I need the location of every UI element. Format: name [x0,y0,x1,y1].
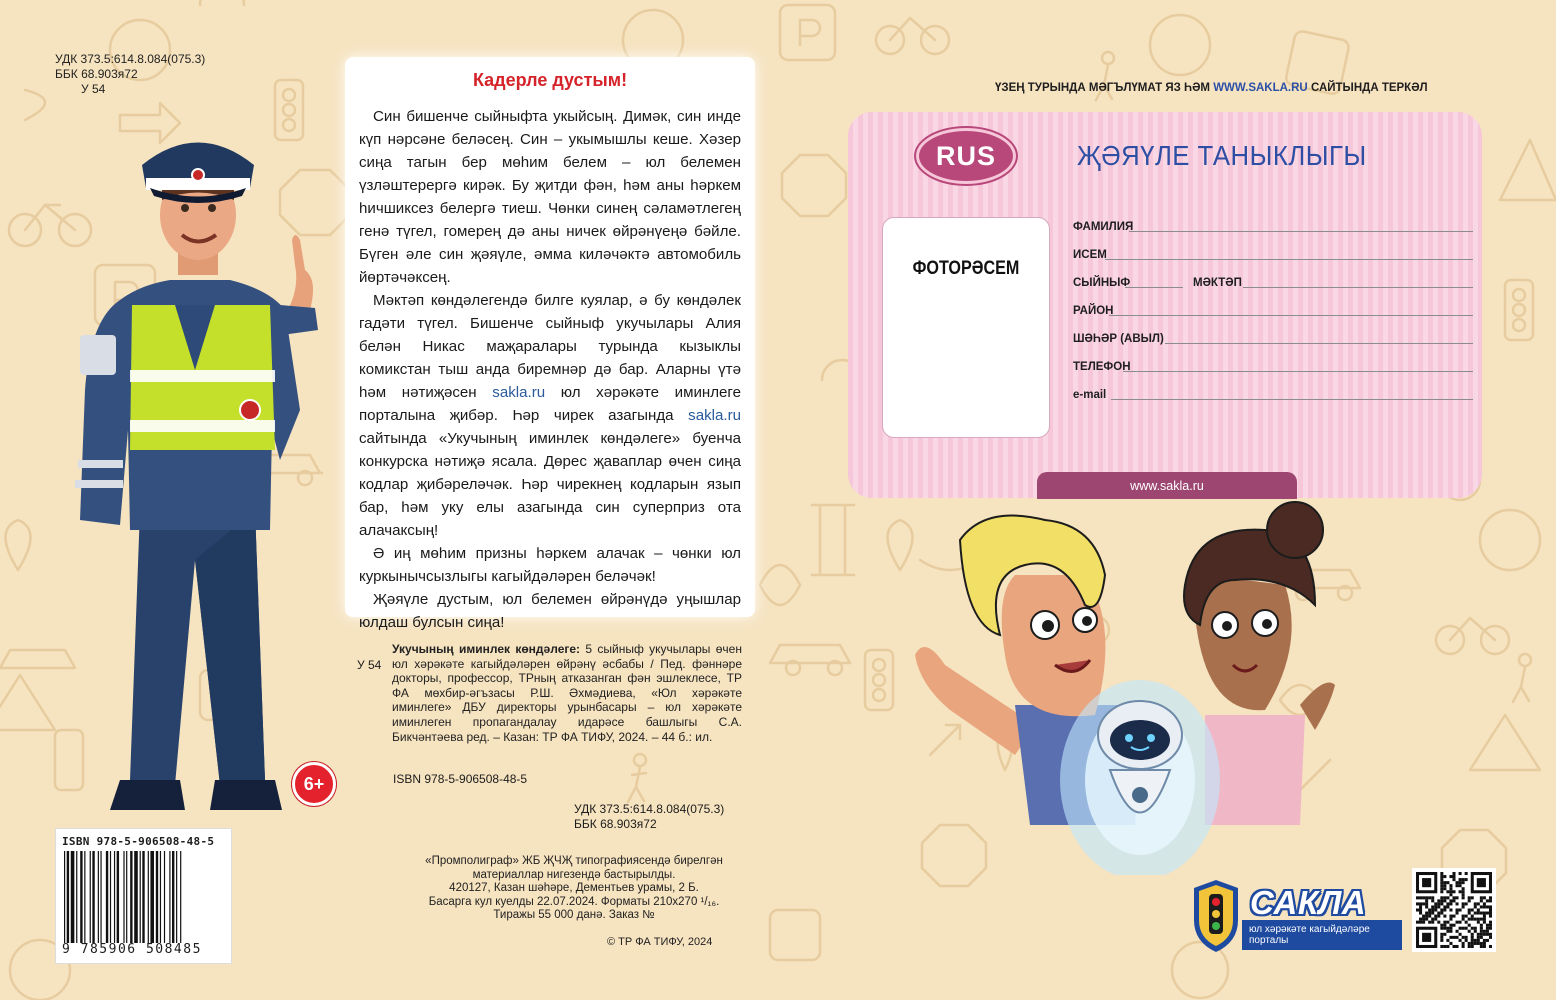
logo-subtitle: юл хәрәкәте кагыйдәләре порталы [1249,924,1370,946]
registration-note: ҮЗЕҢ ТУРЫНДА МӘГЪЛҮМАТ ЯЗ ҺӘМ WWW.SAKLA.RU САЙТЫНДА ТЕРКӘЛ [995,82,1428,94]
card-footer-site[interactable]: www.sakla.ru [1037,472,1297,499]
police-officer-illustration [70,130,335,820]
field-city[interactable]: ШӘҺӘР (АВЫЛ) [1073,327,1473,347]
field-phone[interactable]: ТЕЛЕФОН [1073,355,1473,375]
bibliographic-description [392,642,742,744]
catalog-codes-top [55,52,205,97]
age-rating-badge: 6+ [292,762,336,806]
letter-title: Кадерле дустым! [472,70,628,90]
letter-paragraph-1: Син бишенче сыйныфта укыйсың. Димәк, син инде күп нәрсәне беләсең. Син – укымышлы кеше. Хәзер сиңа тагын бер мөһим белем – юл белемен үзләштерергә кирәк. Бу җитди фән, һәм аны һәркем һичшиксез белергә тиеш. Чөнки синең сәламәтлегең генә түгел, гомерең дә аны ничек өйрәнүеңә бәйле. Бүген әле син җәяүле, әмма киләчәктә автомобиль йөртәчәксең. [359,108,741,286]
field-school-label: МӘКТӘП [1193,277,1242,289]
barcode-isbn-line: ISBN 978-5-906508-48-5 [62,835,215,848]
field-email[interactable]: e-mail [1073,383,1473,403]
bbk-code-mid: ББК 68.903я72 [574,817,657,831]
printing-line-1: «Промполиграф» ЖБ ҖЧҖ типографиясендә бирелгән [425,855,723,867]
bbk-code: ББК 68.903я72 [55,67,138,81]
letter-paragraph-3: Ә иң мөһим призны һәркем алачак – чөнки юл куркынычсызлыгы кагыйдәләрен беләчәк! [359,545,741,585]
printing-line-5: Тиражы 55 000 данә. Заказ № [493,909,655,922]
author-sign: У 54 [81,82,106,96]
printing-info [414,855,734,923]
printing-line-4: Басарга кул куелды 22.07.2024. Форматы 210х270 ¹/₁₆. [428,895,720,908]
isbn-barcode [55,828,232,964]
field-name[interactable]: ИСЕМ [1073,243,1473,263]
welcome-letter [345,57,755,631]
qr-code[interactable] [1412,868,1496,952]
logo-name: САКЛА [1250,884,1367,921]
printing-line-3: 420127, Казан шәһәре, Дементьев урамы, 2 Б. [449,882,699,895]
catalog-codes-middle [574,802,724,832]
udk-code: УДК 373.5:614.8.084(075.3) [55,52,206,66]
sakla-site-link[interactable]: WWW.SAKLA.RU [1213,82,1308,94]
barcode-bars [62,851,226,943]
udk-code-mid: УДК 373.5:614.8.084(075.3) [574,802,725,816]
kids-robot-illustration [905,495,1355,875]
letter-paragraph-4: Җәяүле дустым, юл белемен өйрәнүдә уңышлар юлдаш булсын сиңа! [359,591,741,631]
qr-code-pattern [1416,872,1492,948]
photo-placeholder[interactable] [882,217,1050,438]
biblio-author-sign: У 54 [357,658,382,672]
biblio-text: 5 сыйныф укучылары өчен юл хәрәкәте кагыйдәләрен өйрәнү әсбабы / Пед. фәннәре докторы, профессор, ТРның атказанган фән эшлеклесе, ТР ФА мөхбир-әгъзасы Р.Ш. Әхмәдиева, «Юл хәрәкәте иминлеге» ДБУ директоры урынбасары – юл хәрәкәте иминлеген пропагандалау идарәсе башлыгы С.А. Бикчәнтәева ред. – Казан: ТР ФА ТИФУ, 2024. – 44 б.: ил. [392,642,742,744]
sakla-link-2[interactable]: sakla.ru [688,407,741,424]
rus-badge: RUS [916,128,1016,184]
field-surname[interactable]: ФАМИЛИЯ [1073,215,1473,235]
copyright: © ТР ФА ТИФУ, 2024 [607,936,713,948]
field-class[interactable]: СЫЙНЫФ МӘКТӘП [1073,271,1473,291]
isbn-text: ISBN 978-5-906508-48-5 [393,772,528,786]
field-district[interactable]: РАЙОН [1073,299,1473,319]
sakla-link-1[interactable]: sakla.ru [492,384,546,401]
biblio-title: Укучының иминлек көндәлеге: [392,642,581,656]
letter-paragraph-2: Мәктәп көндәлегендә билге куялар, ә бу көндәлек гадәти түгел. Бишенче сыйныф укучылары Алия белән Никас маҗаралары турында кызыклы комикстан тыш анда биремнәр дә бар. Аларны үтә һәм нәтиҗәсен sakla.ru юл хәрәкәте иминлеге порталына җибәр. Һәр чирек азагында sakla.ru сайтында «Укучының иминлек көндәлеге» буенча конкурска нәтиҗә ясала. Дөрес җаваплар өчен сиңа кодлар җибәреләчәк. Һәр чирекнең кодларын язып бар, һәм уку елы азагында син суперприз ота алачаксың! [359,292,741,539]
printing-line-2: материаллар нигезендә бастырылды. [472,868,676,881]
card-title: ҖӘЯҮЛЕ ТАНЫКЛЫГЫ [1077,140,1367,171]
photo-label: ФОТОРӘСЕМ [912,258,1020,279]
barcode-digits: 9 785906 508485 [62,942,202,957]
